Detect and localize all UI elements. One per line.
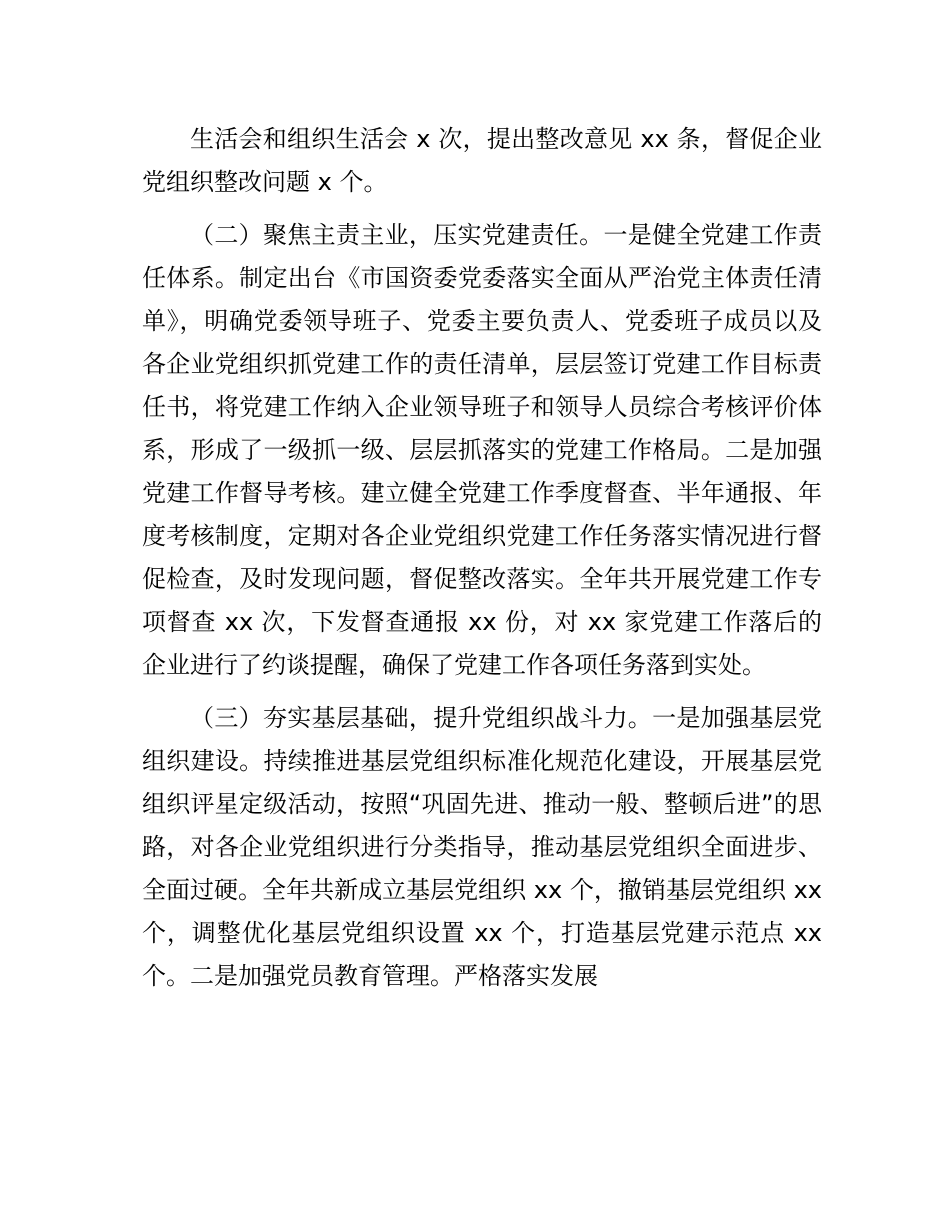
document-body: [142, 118, 822, 1008]
paragraph-continuation: 生活会和组织生活会 x 次，提出整改意见 xx 条，督促企业党组织整改问题 x 个。: [142, 125, 822, 196]
paragraph-section-three: （三）夯实基层基础，提升党组织战斗力。一是加强基层党组织建设。持续推进基层党组织标准化规范化建设，开展基层党组织评星定级活动，按照“巩固先进、推动一般、整顿后进”的思路，对各企业党组织进行分类指导，推动基层党组织全面进步、全面过硬。全年共新成立基层党组织 xx 个，撤销基层党组织 xx 个，调整优化基层党组织设置 xx 个，打造基层党建示范点 xx 个。二是加强党员教育管理。严格落实发展: [142, 704, 822, 990]
paragraph-section-two: （二）聚焦主责主业，压实党建责任。一是健全党建工作责任体系。制定出台《市国资委党委落实全面从严治党主体责任清单》，明确党委领导班子、党委主要负责人、党委班子成员以及各企业党组织抓党建工作的责任清单，层层签订党建工作目标责任书，将党建工作纳入企业领导班子和领导人员综合考核评价体系，形成了一级抓一级、层层抓落实的党建工作格局。二是加强党建工作督导考核。建立健全党建工作季度督查、半年通报、年度考核制度，定期对各企业党组织党建工作任务落实情况进行督促检查，及时发现问题，督促整改落实。全年共开展党建工作专项督查 xx 次，下发督查通报 xx 份，对 xx 家党建工作落后的企业进行了约谈提醒，确保了党建工作各项任务落到实处。: [142, 221, 822, 679]
